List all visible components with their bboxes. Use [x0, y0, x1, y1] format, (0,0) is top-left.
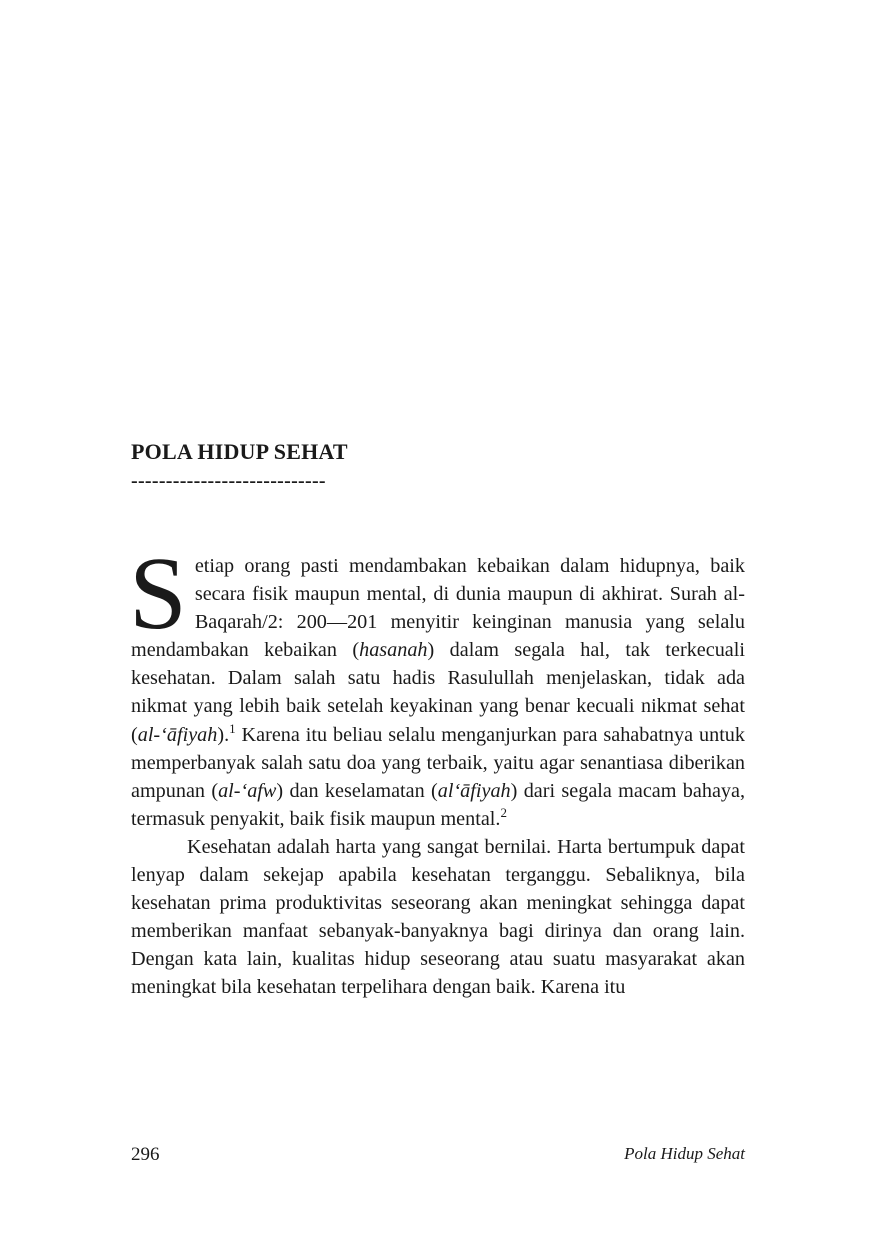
- paragraph-1: [129, 536, 746, 833]
- text-run: ).: [217, 723, 230, 746]
- italic-term: al-‘āfiyah: [137, 723, 218, 746]
- footnote-ref-2[interactable]: 2: [500, 804, 507, 820]
- text-run: ) dari segala macam bahaya, termasuk penyakit, baik fisik maupun mental.: [131, 779, 746, 830]
- italic-term: al‘āfiyah: [437, 779, 511, 802]
- running-head: Pola Hidup Sehat: [624, 1144, 745, 1163]
- text-run: ) dan keselamatan (: [276, 779, 438, 802]
- drop-cap: S: [129, 536, 187, 651]
- footnote-ref-1[interactable]: 1: [229, 720, 236, 736]
- text-run: Karena itu beliau selalu menganjurkan para sahabatnya untuk memperbanyak salah satu doa yang terbaik, yaitu agar senantiasa diberikan ampunan (: [131, 723, 745, 802]
- chapter-title: POLA HIDUP SEHAT: [131, 439, 348, 464]
- title-underline: ----------------------------: [131, 470, 326, 492]
- italic-term: hasanah: [359, 639, 428, 662]
- text-run: etiap orang pasti mendambakan kebaikan dalam hidupnya, baik secara fisik maupun mental, di dunia maupun di akhirat. Surah al-Baqarah/2: 200—201 menyitir keinginan manusia yang selalu mendambakan kebaikan (: [131, 555, 745, 662]
- body-text: [129, 536, 746, 1002]
- text-run: ) dalam segala hal, tak terkecuali kesehatan. Dalam salah satu hadis Rasulullah menjelaskan, tidak ada nikmat yang lebih baik setelah keyakinan yang benar kecuali nikmat sehat (: [131, 639, 745, 746]
- page-number: 296: [131, 1144, 160, 1165]
- paragraph-2: Kesehatan adalah harta yang sangat bernilai. Harta bertumpuk dapat lenyap dalam sekejap apabila kesehatan terganggu. Sebaliknya, bila kesehatan prima produktivitas seseorang akan meningkat sehingga dapat memberikan manfaat sebanyak-banyaknya bagi dirinya dan orang lain. Dengan kata lain, kualitas hidup seseorang atau suatu masyarakat akan meningkat bila kesehatan terpelihara dengan baik. Karena itu: [131, 835, 745, 999]
- italic-term: al-‘afw: [218, 779, 277, 802]
